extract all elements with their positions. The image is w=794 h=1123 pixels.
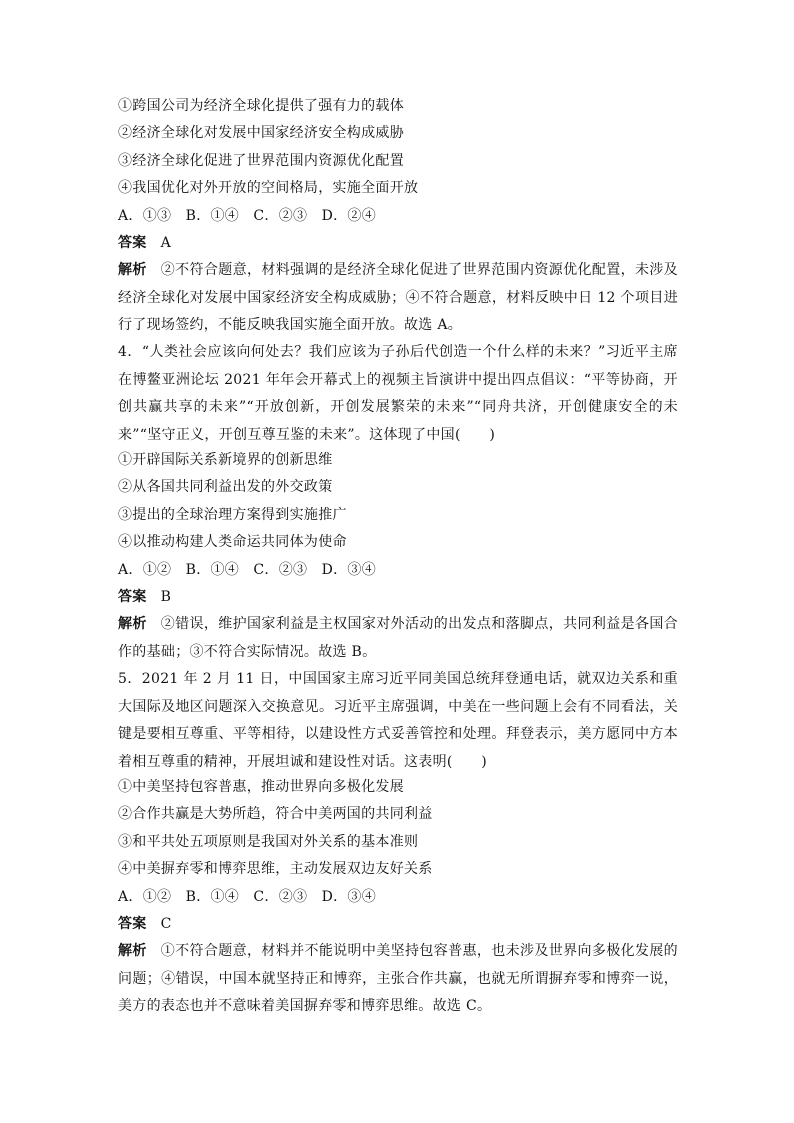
q4-analysis bbox=[118, 611, 678, 666]
q4-choices: A．①② B．①④ C．②③ D．③④ bbox=[118, 562, 377, 578]
answer-value: B bbox=[160, 589, 172, 605]
q3-option-4: ④我国优化对外开放的空间格局，实施全面开放 bbox=[118, 180, 419, 196]
q3-option-2: ②经济全球化对发展中国家经济安全构成威胁 bbox=[118, 125, 404, 141]
q3-option-3: ③经济全球化促进了世界范围内资源优化配置 bbox=[118, 153, 404, 169]
q5-analysis bbox=[118, 938, 678, 1021]
answer-value: A bbox=[160, 235, 172, 251]
q3-choices: A．①③ B．①④ C．②③ D．②④ bbox=[118, 208, 377, 224]
q5-option-3: ③和平共处五项原则是我国对外关系的基本准则 bbox=[118, 834, 419, 850]
q4-option-4: ④以推动构建人类命运共同体为使命 bbox=[118, 534, 347, 550]
q4-option-2: ②从各国共同利益出发的外交政策 bbox=[118, 479, 333, 495]
answer-value: C bbox=[160, 916, 172, 932]
q5-answer bbox=[118, 915, 172, 933]
answer-label: 答案 bbox=[118, 589, 147, 605]
q5-option-2: ②合作共赢是大势所趋，符合中美两国的共同利益 bbox=[118, 806, 433, 822]
q4-option-3: ③提出的全球治理方案得到实施推广 bbox=[118, 507, 347, 523]
answer-label: 答案 bbox=[118, 916, 147, 932]
q5-stem: 5．2021 年 2 月 11 日，中国国家主席习近平同美国总统拜登通电话，就双边关系和重大国际及地区问题深入交换意见。习近平主席强调，中美在一些问题上会有不同看法，关键是要相互尊重、平等相待，以建设性方式妥善管控和处理。拜登表示，美方愿同中方本着相互尊重的精神，开展坦诚和建设性对话。这表明( ) bbox=[118, 671, 678, 770]
q4-option-1: ①开辟国际关系新境界的创新思维 bbox=[118, 452, 333, 468]
q5-choices: A．①② B．①④ C．②③ D．③④ bbox=[118, 889, 377, 905]
analysis-label: 解析 bbox=[118, 616, 147, 632]
analysis-text: ②错误，维护国家利益是主权国家对外活动的出发点和落脚点，共同利益是各国合作的基础；③不符合实际情况。故选 B。 bbox=[118, 616, 678, 660]
analysis-label: 解析 bbox=[118, 262, 147, 278]
analysis-text: ②不符合题意，材料强调的是经济全球化促进了世界范围内资源优化配置，未涉及经济全球化对发展中国家经济安全构成威胁；④不符合题意，材料反映中日 12 个项目进行了现场签约，不能反映我国实施全面开放。故选 A。 bbox=[118, 262, 678, 333]
q4-stem: 4．“人类社会应该向何处去？我们应该为子孙后代创造一个什么样的未来？”习近平主席在博鳌亚洲论坛 2021 年年会开幕式上的视频主旨演讲中提出四点倡议：“平等协商，开创共赢共享的未来”“开放创新，开创发展繁荣的未来”“同舟共济，开创健康安全的未来”“坚守正义，开创互尊互鉴的未来”。这体现了中国( ) bbox=[118, 344, 678, 443]
q5-option-1: ①中美坚持包容普惠，推动世界向多极化发展 bbox=[118, 779, 404, 795]
analysis-label: 解析 bbox=[118, 943, 147, 959]
q5-option-4: ④中美摒弃零和博弈思维，主动发展双边友好关系 bbox=[118, 861, 433, 877]
answer-label: 答案 bbox=[118, 235, 147, 251]
q4-answer bbox=[118, 588, 171, 606]
analysis-text: ①不符合题意，材料并不能说明中美坚持包容普惠，也未涉及世界向多极化发展的问题；④错误，中国本就坚持正和博弈，主张合作共赢，也就无所谓摒弃零和博弈一说，美方的表态也并不意味着美国摒弃零和博弈思维。故选 C。 bbox=[118, 943, 678, 1014]
q3-option-1: ①跨国公司为经济全球化提供了强有力的载体 bbox=[118, 98, 404, 114]
q3-answer bbox=[118, 234, 171, 252]
q3-analysis bbox=[118, 257, 678, 340]
